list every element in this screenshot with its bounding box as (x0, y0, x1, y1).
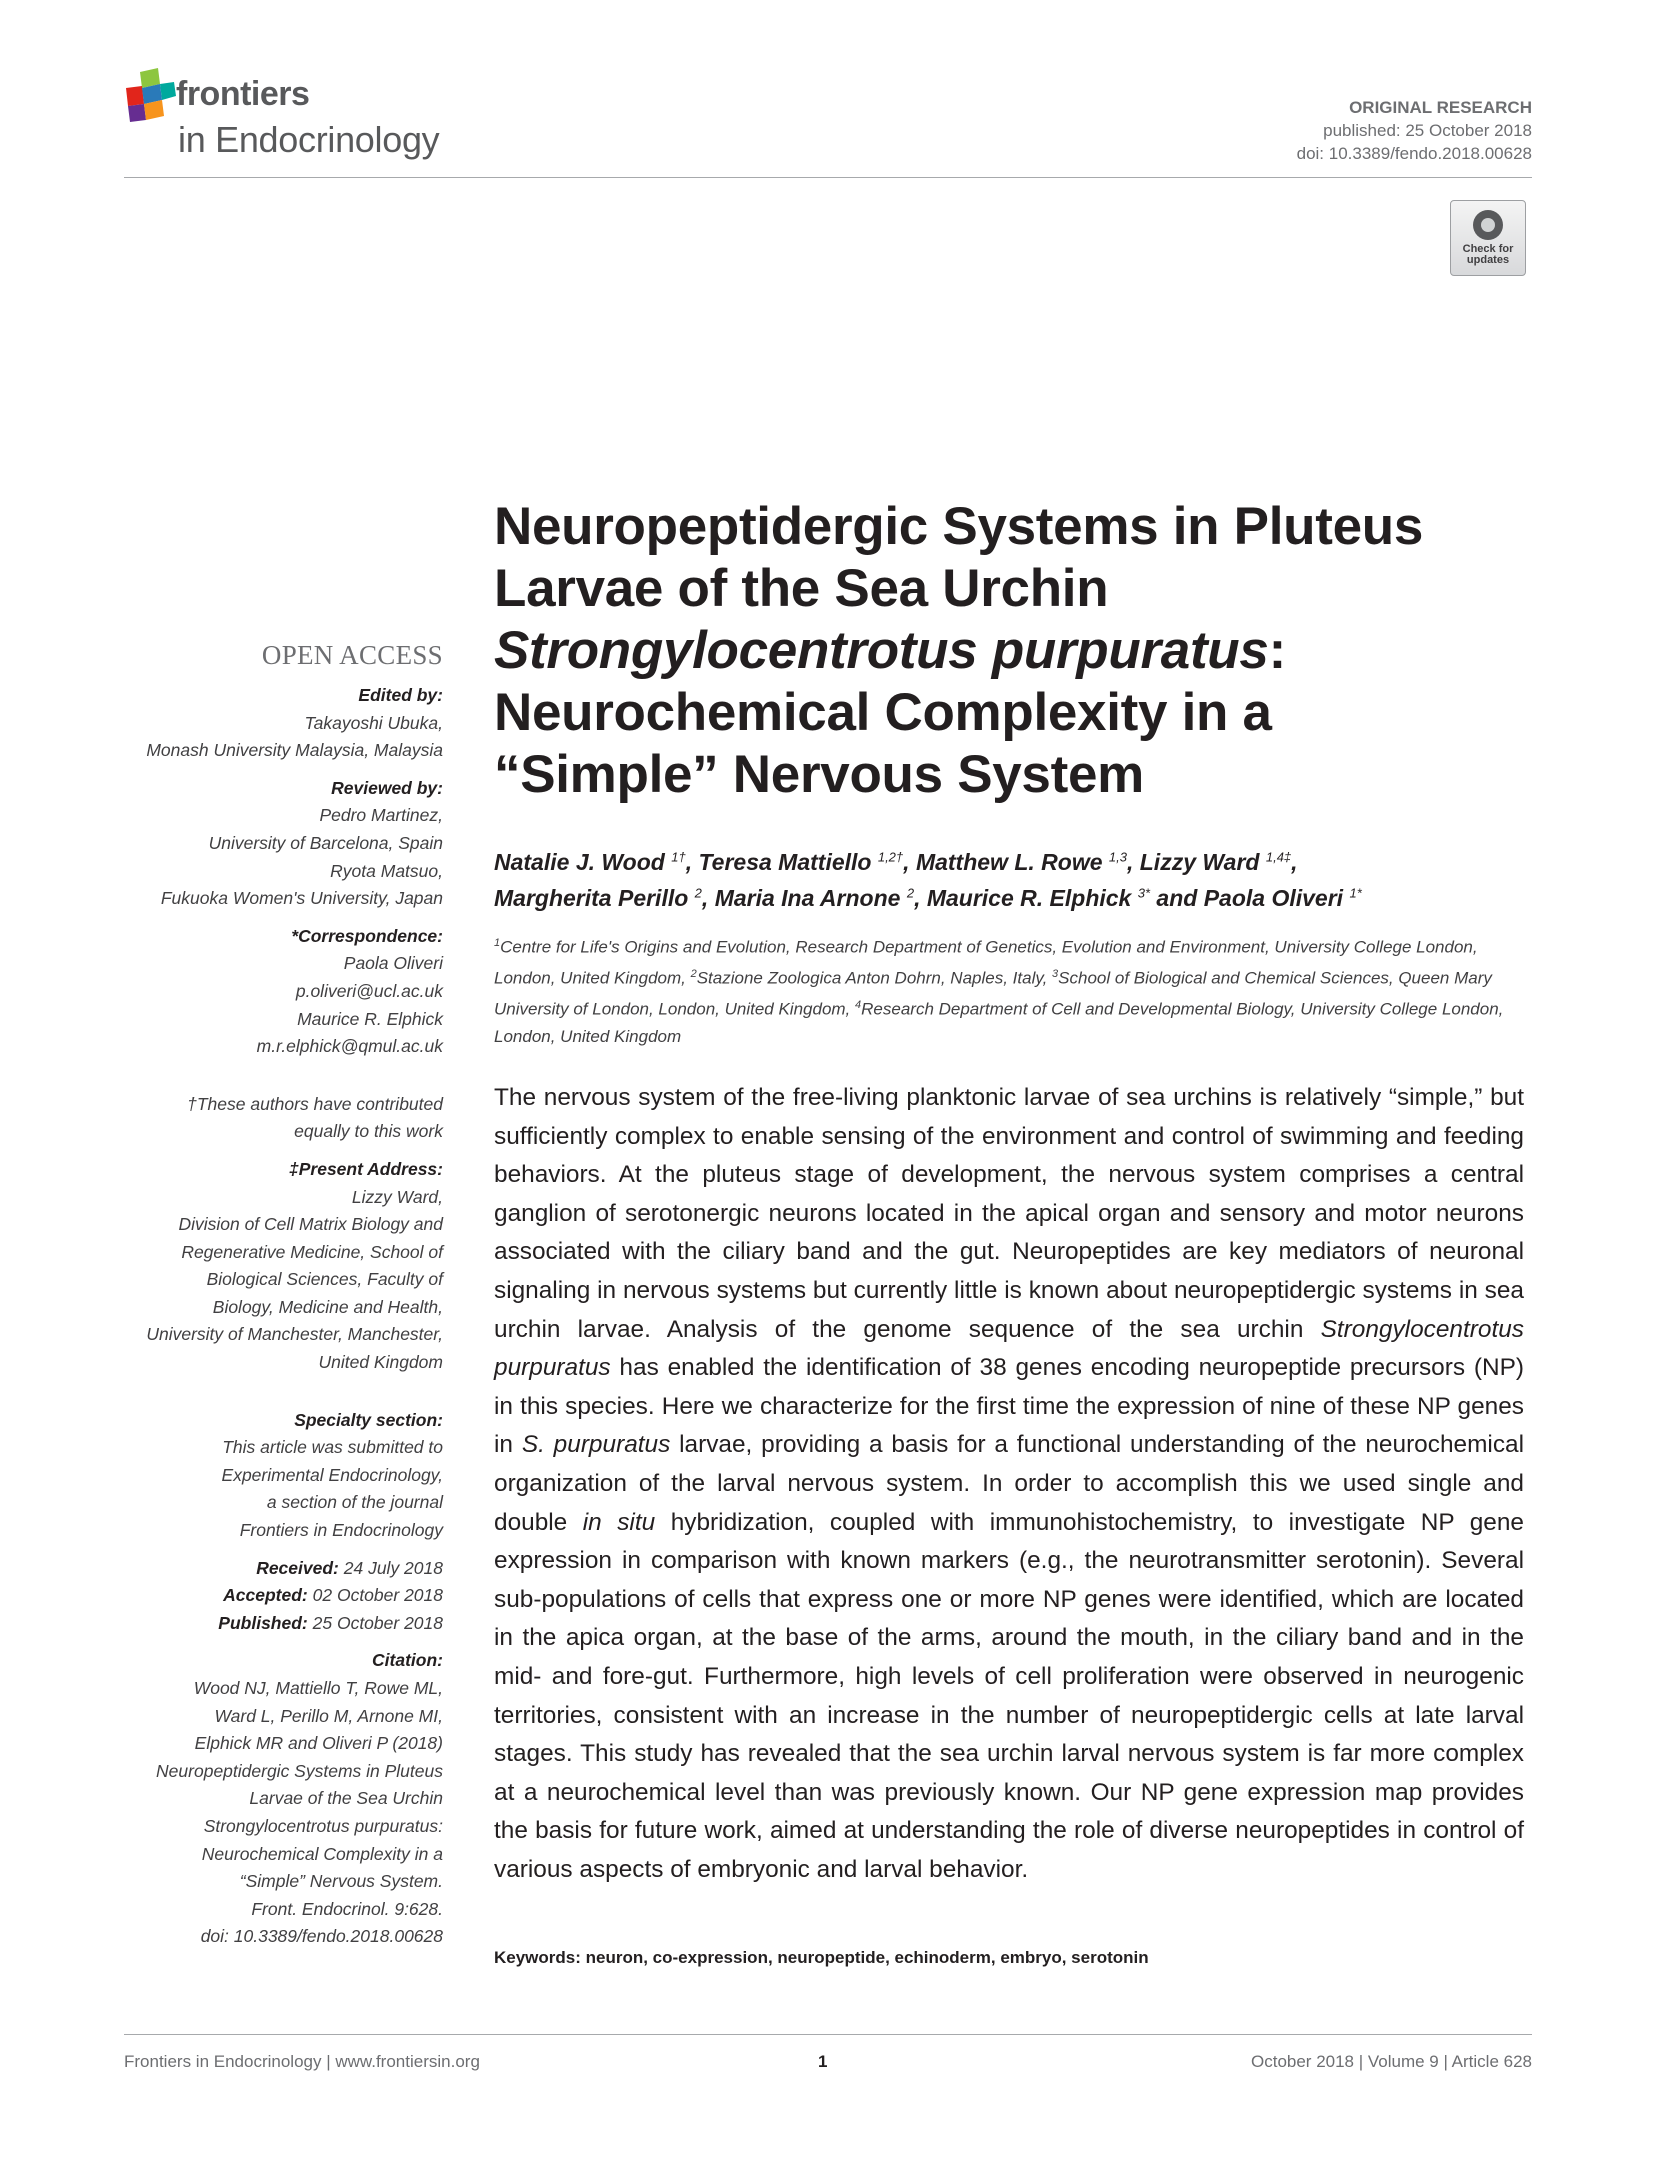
author[interactable]: Lizzy Ward $^{1,4\ddagger}$, (1139, 848, 1298, 875)
accepted-date: Accepted: 02 October 2018 (223, 1585, 443, 1606)
journal-logo[interactable] (124, 62, 484, 172)
citation-line: Neuropeptidergic Systems in Pluteus (156, 1760, 443, 1781)
present-address-line: University of Manchester, Manchester, (146, 1324, 443, 1345)
footer-issue-info: October 2018 | Volume 9 | Article 628 (1251, 2052, 1532, 2071)
editor-line: Monash University Malaysia, Malaysia (146, 740, 443, 761)
author[interactable]: Teresa Mattiello $^{1,2\dagger}$, (698, 848, 916, 875)
author[interactable]: Matthew L. Rowe $^{1,3}$, (915, 848, 1140, 875)
specialty-heading: Specialty section: (294, 1409, 443, 1430)
reviewer-line: Ryota Matsuo, (330, 860, 443, 881)
author[interactable]: Maria Ina Arnone $^2$, (714, 885, 927, 912)
citation-doi[interactable]: doi: 10.3389/fendo.2018.00628 (200, 1926, 443, 1947)
author[interactable]: Maurice R. Elphick $^{3*}$ and (926, 885, 1204, 912)
logo-text-frontiers: frontiers (176, 75, 310, 113)
citation-line: Ward L, Perillo M, Arnone MI, (214, 1705, 443, 1726)
affiliation: Centre for Life's Origins and Evolution, Research Department of Genetics, Evolution and Environment, University College London, London, United Kingdom, (494, 937, 1478, 988)
reviewer-line: Pedro Martinez, (319, 805, 443, 826)
present-address-line: Division of Cell Matrix Biology and (178, 1214, 443, 1235)
page-number: 1 (818, 2052, 828, 2071)
check-updates-label-2: updates (1466, 254, 1510, 266)
correspondence-heading: *Correspondence: (291, 925, 443, 946)
author-list (494, 841, 1534, 914)
affiliations: $^1$Centre for Life's Origins and Evolution, Research Department of Genetics, Evolution and Environment, University College London, London, United Kingdom, $^2$Stazione Zoologica Anton Dohrn, Naples, Italy, $^3$School of Biological and Chemical Sciences, Queen Mary University of London, London, United Kingdom, $^4$Research Department of Cell and Developmental Biology, University College London, London, United Kingdom (494, 937, 1504, 1047)
title-line: Neurochemical Complexity in a (494, 683, 1272, 742)
specialty-line: Experimental Endocrinology, (221, 1464, 443, 1485)
citation-line: Wood NJ, Mattiello T, Rowe ML, (193, 1678, 443, 1698)
present-address-heading: ‡Present Address: (289, 1158, 443, 1179)
title-line: Neuropeptidergic Systems in Pluteus (494, 497, 1424, 556)
correspondence-email[interactable]: p.oliveri@ucl.ac.uk (295, 980, 443, 1001)
article-info-sidebar (90, 640, 443, 1951)
author[interactable]: Margherita Perillo $^2$, (494, 885, 715, 912)
citation-line: Neurochemical Complexity in a (201, 1843, 443, 1864)
logo-text-journal: in Endocrinology (178, 119, 440, 160)
title-species: Strongylocentrotus purpuratus (494, 621, 1269, 680)
present-address-line: Biological Sciences, Faculty of (206, 1269, 443, 1290)
contribution-note: equally to this work (294, 1121, 443, 1142)
title-line (494, 620, 1554, 682)
check-updates-icon (1473, 210, 1503, 240)
article-doi[interactable]: doi: 10.3389/fendo.2018.00628 (1296, 144, 1532, 163)
article-title (494, 496, 1554, 806)
present-address-line: United Kingdom (318, 1352, 443, 1373)
footer-journal-link[interactable]: Frontiers in Endocrinology | www.frontiersin.org (124, 2052, 480, 2071)
received-date: Received: 24 July 2018 (256, 1557, 443, 1578)
present-address-line: Regenerative Medicine, School of (181, 1241, 443, 1262)
affiliation: School of Biological and Chemical Sciences, Queen Mary University of London, London, United Kingdom, (494, 968, 1492, 1019)
header-divider (124, 177, 1532, 178)
article-meta-header (1297, 96, 1532, 165)
published-date: published: 25 October 2018 (1323, 121, 1532, 140)
check-updates-label: Check for (1462, 243, 1514, 255)
citation-heading: Citation: (372, 1650, 443, 1671)
specialty-line: a section of the journal (266, 1492, 443, 1513)
frontiers-logo-icon (124, 68, 176, 130)
editor-line: Takayoshi Ubuka, (304, 712, 443, 733)
present-address-line: Lizzy Ward, (351, 1186, 443, 1207)
check-for-updates-button[interactable] (1450, 200, 1526, 276)
author[interactable]: Natalie J. Wood $^{1\dagger}$, (494, 848, 699, 875)
title-line: Larvae of the Sea Urchin (494, 559, 1109, 618)
correspondence-email[interactable]: m.r.elphick@qmul.ac.uk (256, 1036, 443, 1057)
published-date-sidebar: Published: 25 October 2018 (218, 1612, 443, 1633)
footer-divider (124, 2034, 1532, 2035)
citation-line: Front. Endocrinol. 9:628. (251, 1898, 443, 1919)
citation-line: Elphick MR and Oliveri P (2018) (194, 1733, 443, 1754)
abstract: The nervous system of the free-living planktonic larvae of sea urchins is relatively “simple,” but sufficiently complex to enable sensing of the environment and control of swimming and feeding behaviors. At the pluteus stage of development, the nervous system comprises a central ganglion of serotonergic neurons located in the apical organ and sensory and motor neurons associated with the ciliary band and the gut. Neuropeptides are key mediators of neuronal signaling in nervous systems but currently little is known about neuropeptidergic systems in sea urchin larvae. Analysis of the genome sequence of the sea urchin Strongylocentrotus purpuratus has enabled the identification of 38 genes encoding neuropeptide precursors (NP) in this species. Here we characterize for the first time the expression of nine of these NP genes in S. purpuratus larvae, providing a basis for a functional understanding of the neurochemical organization of the larval nervous system. In order to accomplish this we used single and double in situ hybridization, coupled with immunohistochemistry, to investigate NP gene expression in comparison with known markers (e.g., the neurotransmitter serotonin). Several sub-populations of cells that express one or more NP genes were identified, which are located in the apica organ, at the base of the arms, around the mouth, in the ciliary band and in the mid- and fore-gut. Furthermore, high levels of cell proliferation were observed in neurogenic territories, consistent with an increase in the number of neuropeptidergic cells at late larval stages. This study has revealed that the sea urchin larval nervous system is far more complex at a neurochemical level than was previously known. Our NP gene expression map provides the basis for future work, aimed at understanding the role of diverse neuropeptides in control of various aspects of embryonic and larval behavior. (494, 1084, 1524, 1883)
citation-line: “Simple” Nervous System. (239, 1871, 443, 1892)
author[interactable]: Paola Oliveri $^{1*}$ (1203, 885, 1362, 912)
specialty-line: Frontiers in Endocrinology (239, 1520, 443, 1541)
edited-by-heading: Edited by: (358, 685, 443, 705)
reviewer-line: University of Barcelona, Spain (208, 832, 443, 853)
title-colon: : (1268, 621, 1286, 680)
citation-line: Strongylocentrotus purpuratus: (203, 1815, 443, 1836)
open-access-label: OPEN ACCESS (261, 640, 443, 670)
present-address-line: Biology, Medicine and Health, (212, 1296, 443, 1317)
correspondence-line: Maurice R. Elphick (297, 1008, 443, 1029)
contribution-note: †These authors have contributed (187, 1093, 443, 1114)
affiliation: Stazione Zoologica Anton Dohrn, Naples, Italy, (696, 968, 1053, 988)
citation-line: Larvae of the Sea Urchin (249, 1788, 443, 1809)
correspondence-line: Paola Oliveri (343, 953, 443, 974)
title-line: “Simple” Nervous System (494, 745, 1144, 804)
specialty-line: This article was submitted to (222, 1437, 443, 1458)
reviewer-line: Fukuoka Women's University, Japan (160, 888, 443, 909)
affiliation: Research Department of Cell and Developmental Biology, University College London, London, United Kingdom (494, 999, 1504, 1047)
keywords: Keywords: neuron, co-expression, neuropeptide, echinoderm, embryo, serotonin (494, 1948, 1149, 1967)
article-type: ORIGINAL RESEARCH (1349, 98, 1532, 117)
reviewed-by-heading: Reviewed by: (331, 777, 443, 798)
